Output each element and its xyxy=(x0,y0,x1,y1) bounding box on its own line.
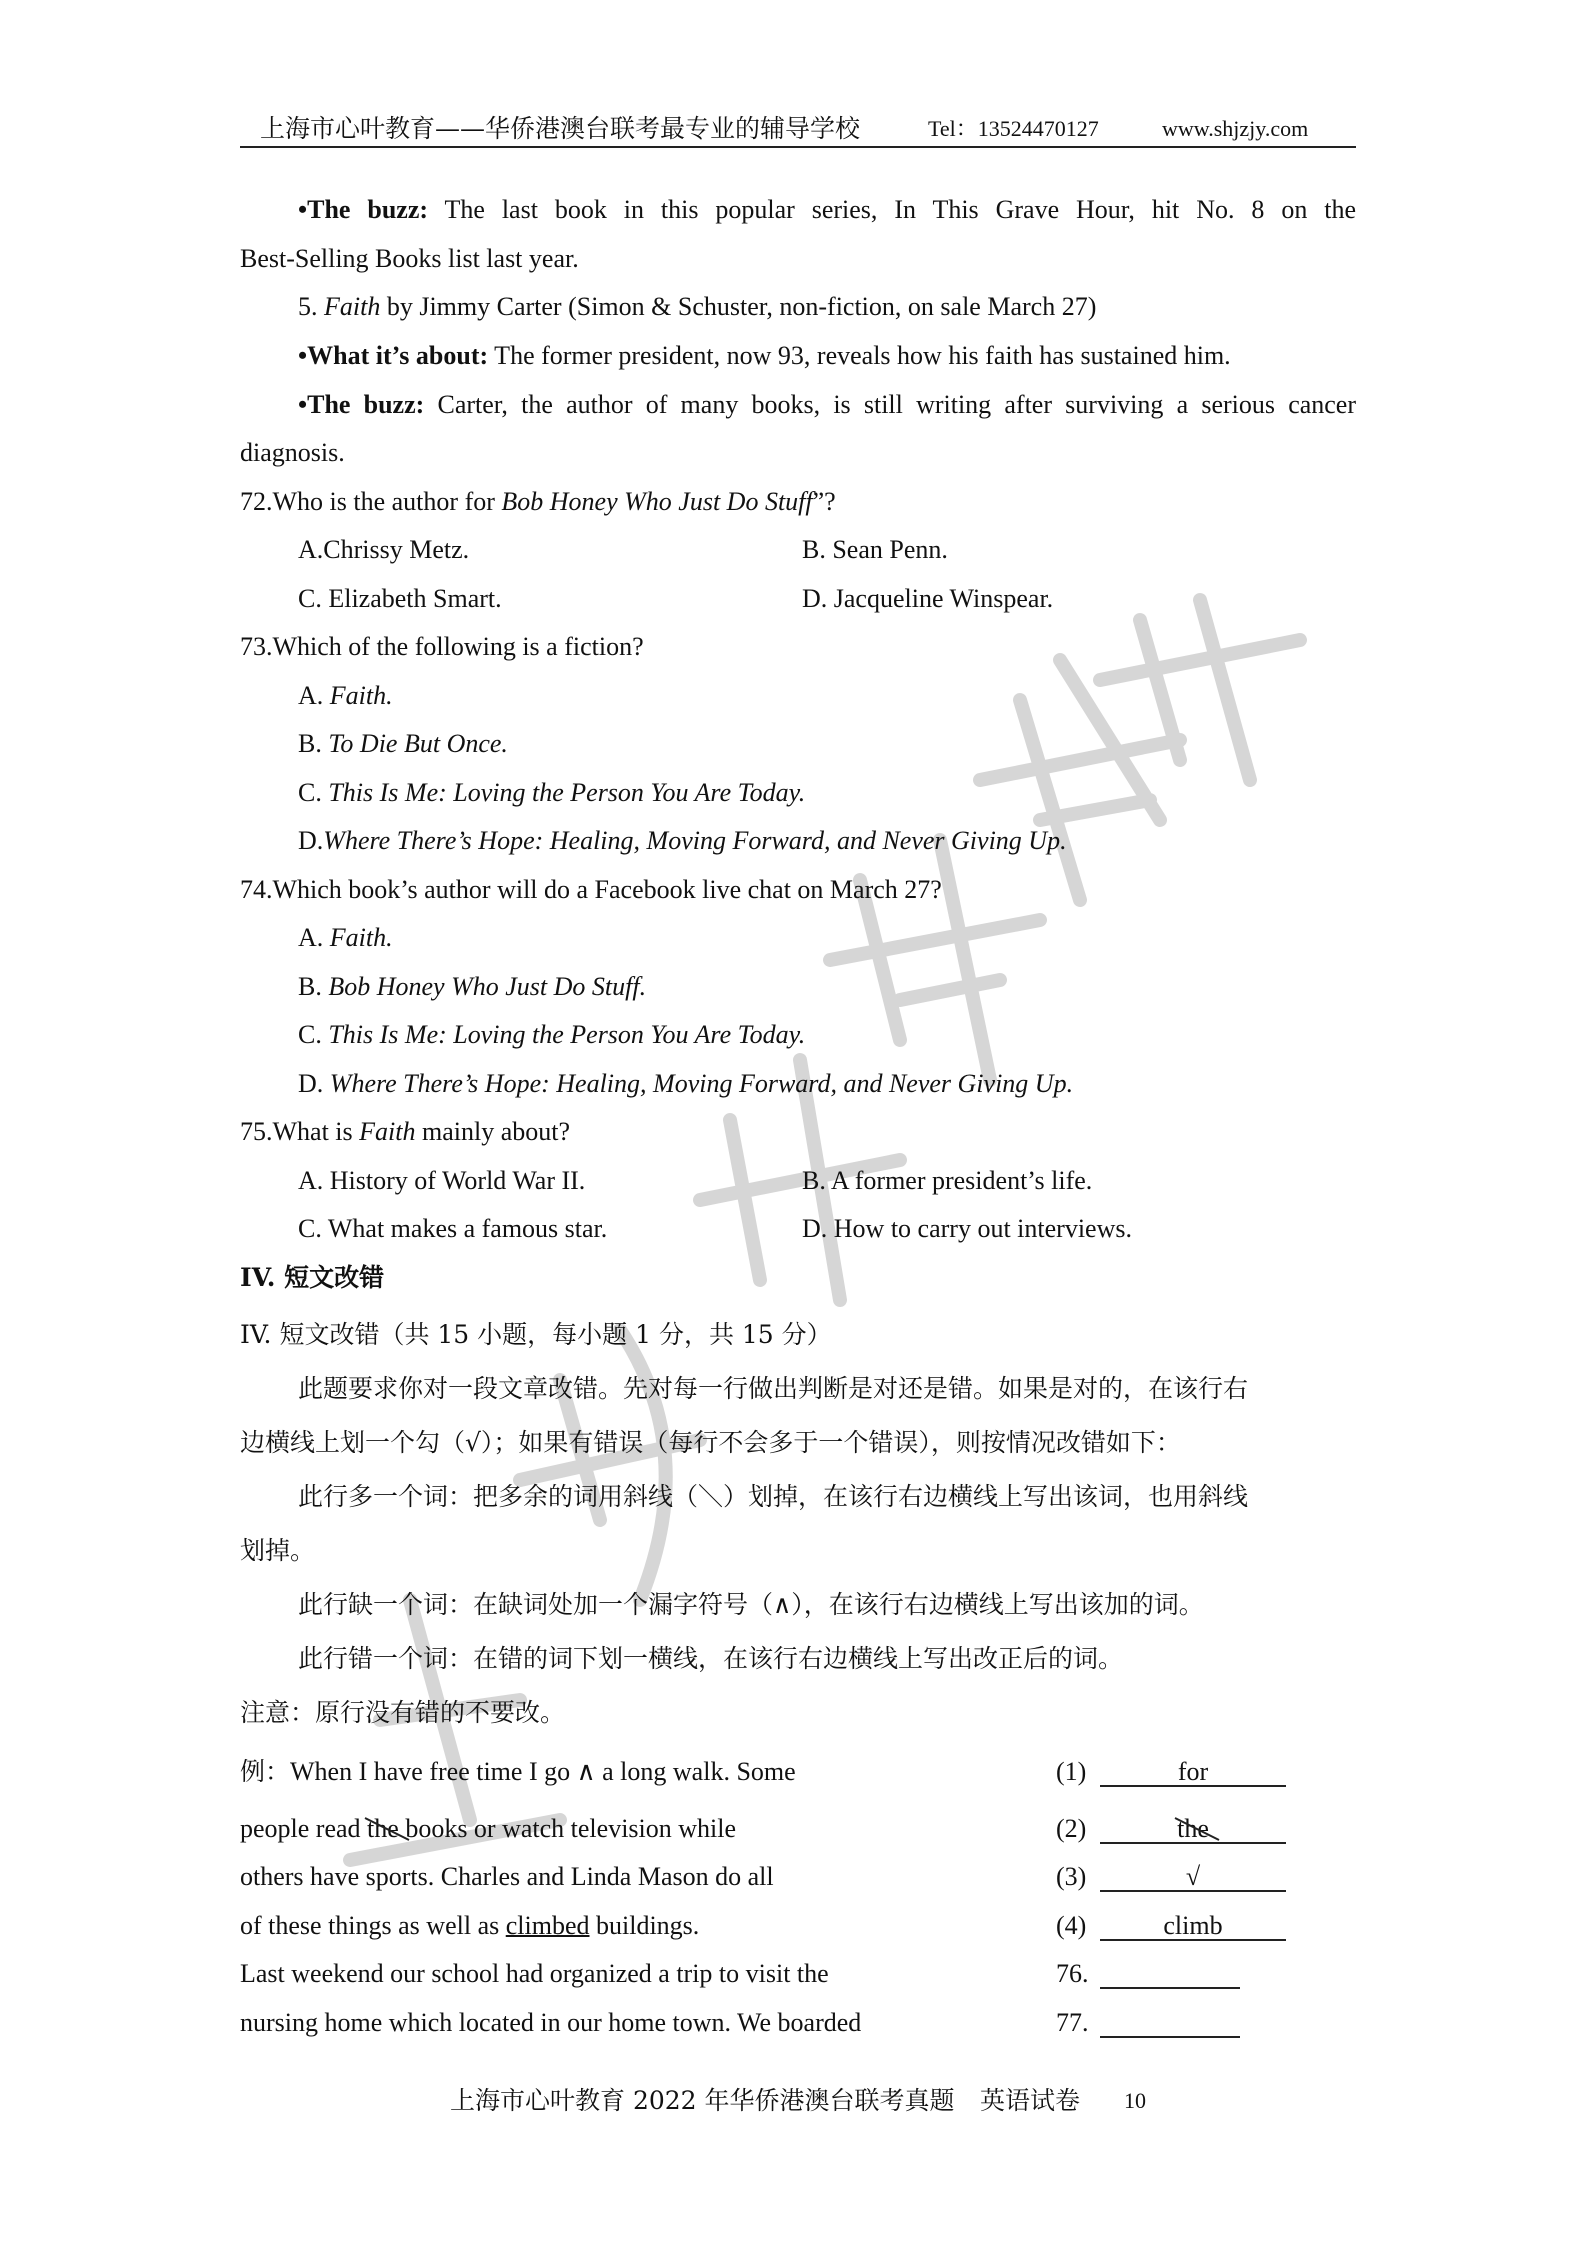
q72-option-c: C. Elizabeth Smart. xyxy=(298,584,502,613)
section-subheading: IV. 短文改错（共 15 小题，每小题 1 分，共 15 分） xyxy=(240,1320,832,1349)
answer-blank: the xyxy=(1100,1812,1286,1844)
q74-option-a: A. Faith. xyxy=(298,923,393,952)
underlined-word: climbed xyxy=(505,1911,590,1940)
instruction-3: 此行缺一个词：在缺词处加一个漏字符号（∧），在该行右边横线上写出该加的词。 xyxy=(298,1590,1204,1619)
q74-option-b: B. Bob Honey Who Just Do Stuff. xyxy=(298,972,647,1001)
example-line-2: people read the books or watch television while xyxy=(240,1812,736,1846)
question-72-stem: 72.Who is the author for Bob Honey Who Just Do Stuff”? xyxy=(240,487,836,516)
question-74-stem: 74.Which book’s author will do a Facebook live chat on March 27? xyxy=(240,875,942,904)
q75-option-a: A. History of World War II. xyxy=(298,1166,586,1195)
book4-buzz-line2: Best-Selling Books list last year. xyxy=(240,244,579,273)
instruction-1-line1: 此题要求你对一段文章改错。先对每一行做出判断是对还是错。如果是对的，在该行右 xyxy=(298,1374,1249,1403)
q75-option-c: C. What makes a famous star. xyxy=(298,1214,608,1243)
answer-blank: climb xyxy=(1100,1909,1286,1941)
question-75-stem: 75.What is Faith mainly about? xyxy=(240,1117,571,1146)
exam-page: 上海市心叶教育——华侨港澳台联考最专业的辅导学校 Tel：13524470127 www.shjzjy.com •The buzz: The last book in this popular series, In This Grave Hour, hit No. 8 on the Best-Selling Books list last year. 5. Faith by Jimmy Carter (Simon & Schuster, non-fiction, on sale March 27) •What it’s about: The former president, now 93, reveals how his faith has sustained him. •The buzz: Carter, the author of many books, is still writing after surviving a serious cancer diagnosis. 72.Who is the author for Bob Honey Who Just Do Stuff”? A.Chrissy Metz. B. Sean Penn. C. Elizabeth Smart. D. Jacqueline Winspear. 73.Which of the following is a fiction? A. Faith. B. To Die But Once. C. This Is Me: Loving the Person You Are Today. D.Where There’s Hope: Healing, Moving Forward, and Never Giving Up. 74.Which book’s author will do a Facebook live chat on March 27? A. Faith. B. Bob Honey Who Just Do Stuff. C. This Is Me: Loving the Person You Are Today. D. Where There’s Hope: Healing, Moving Forward, and Never Giving Up. 75.What is Faith mainly about? A. History of World War II. B. A former president’s life. C. What makes a famous star. D. How to carry out interviews. IV. 短文改错 IV. 短文改错（共 15 小题，每小题 1 分，共 15 分） 此题要求你对一段文章改错。先对每一行做出判断是对还是错。如果是对的，在该行右 边横线上划一个勾（√）；如果有错误（每行不会多于一个错误），则按情况改错如下： 此行多一个词：把多余的词用斜线（＼）划掉，在该行右边横线上写出该词，也用斜线 划掉。 此行缺一个词：在缺词处加一个漏字符号（∧），在该行右边横线上写出该加的词。 此行错一个词：在错的词下划一横线，在该行右边横线上写出改正后的词。 注意：原行没有错的不要改。 例：When I have free time I go ∧ a long walk. Some people read the books or watch television while others have sports. Charles and Linda Mason do all of these things as well as climbed buildings. (1) for (2) the (3) √ (4) climb Last weekend our school had organized a trip to visit the nursing home which located in our home town. We boarded 76. 77. 上海市心叶教育 2022 年华侨港澳台联考真题 英语试卷 10 xyxy=(0,0,1587,2245)
instruction-1-line2: 边横线上划一个勾（√）；如果有错误（每行不会多于一个错误），则按情况改错如下： xyxy=(240,1428,1181,1457)
book4-buzz-line1: •The buzz: The last book in this popular series, In This Grave Hour, hit No. 8 on the xyxy=(298,195,1356,224)
answer-blank: for xyxy=(1100,1755,1286,1787)
header-website: www.shjzjy.com xyxy=(1162,116,1309,141)
question-73-stem: 73.Which of the following is a fiction? xyxy=(240,632,644,661)
footer-title: 上海市心叶教育 2022 年华侨港澳台联考真题 xyxy=(450,2086,955,2115)
example-line-4: of these things as well as climbed buildings. xyxy=(240,1911,700,1940)
q72-option-a: A.Chrissy Metz. xyxy=(298,535,470,564)
header-tel: Tel：13524470127 xyxy=(928,116,1099,141)
struck-word: the xyxy=(367,1812,399,1846)
answer-blank-76[interactable] xyxy=(1100,1957,1240,1989)
answer-blank: √ xyxy=(1100,1860,1286,1892)
q75-option-b: B. A former president’s life. xyxy=(802,1166,1093,1195)
buzz-label: •The buzz: xyxy=(298,390,425,419)
book-title: Faith xyxy=(324,292,381,321)
answer-blank-77[interactable] xyxy=(1100,2006,1240,2038)
example-line-3: others have sports. Charles and Linda Mason do all xyxy=(240,1862,774,1891)
q74-option-c: C. This Is Me: Loving the Person You Are Today. xyxy=(298,1020,806,1049)
footer-page-number: 10 xyxy=(1124,2088,1146,2113)
footer-subject: 英语试卷 xyxy=(980,2086,1081,2115)
q73-option-b: B. To Die But Once. xyxy=(298,729,508,758)
section-heading: IV. 短文改错 xyxy=(240,1263,385,1292)
book5-title-line: 5. Faith by Jimmy Carter (Simon & Schuster, non-fiction, on sale March 27) xyxy=(298,292,1097,321)
insert-caret: ∧ xyxy=(576,1757,596,1786)
book5-about-line: •What it’s about: The former president, now 93, reveals how his faith has sustained him. xyxy=(298,341,1231,370)
header-school: 上海市心叶教育——华侨港澳台联考最专业的辅导学校 xyxy=(260,114,861,143)
passage-line-76: Last weekend our school had organized a trip to visit the xyxy=(240,1959,829,1988)
strike-mark xyxy=(1173,1814,1223,1844)
instruction-2-line2: 划掉。 xyxy=(240,1536,316,1565)
passage-line-77: nursing home which located in our home town. We boarded xyxy=(240,2008,862,2037)
q73-option-a: A. Faith. xyxy=(298,681,393,710)
instruction-4: 此行错一个词：在错的词下划一横线，在该行右边横线上写出改正后的词。 xyxy=(298,1644,1124,1673)
q74-option-d: D. Where There’s Hope: Healing, Moving Forward, and Never Giving Up. xyxy=(298,1069,1074,1098)
book5-buzz-line2: diagnosis. xyxy=(240,438,345,467)
q73-option-d: D.Where There’s Hope: Healing, Moving Forward, and Never Giving Up. xyxy=(298,826,1067,855)
q72-option-d: D. Jacqueline Winspear. xyxy=(802,584,1054,613)
example-label: 例： xyxy=(240,1757,291,1786)
buzz-label: •The buzz: xyxy=(298,195,429,224)
q72-option-b: B. Sean Penn. xyxy=(802,535,948,564)
instruction-2-line1: 此行多一个词：把多余的词用斜线（＼）划掉，在该行右边横线上写出该词，也用斜线 xyxy=(298,1482,1249,1511)
note-line: 注意：原行没有错的不要改。 xyxy=(240,1698,566,1727)
q75-option-d: D. How to carry out interviews. xyxy=(802,1214,1132,1243)
q73-option-c: C. This Is Me: Loving the Person You Are Today. xyxy=(298,778,806,807)
book5-buzz-line1: •The buzz: Carter, the author of many books, is still writing after surviving a serious cancer xyxy=(298,390,1357,419)
about-label: •What it’s about: xyxy=(298,341,489,370)
example-line-1: 例：When I have free time I go ∧ a long walk. Some xyxy=(240,1757,796,1786)
page-header xyxy=(240,112,1356,148)
strike-mark xyxy=(363,1814,413,1844)
